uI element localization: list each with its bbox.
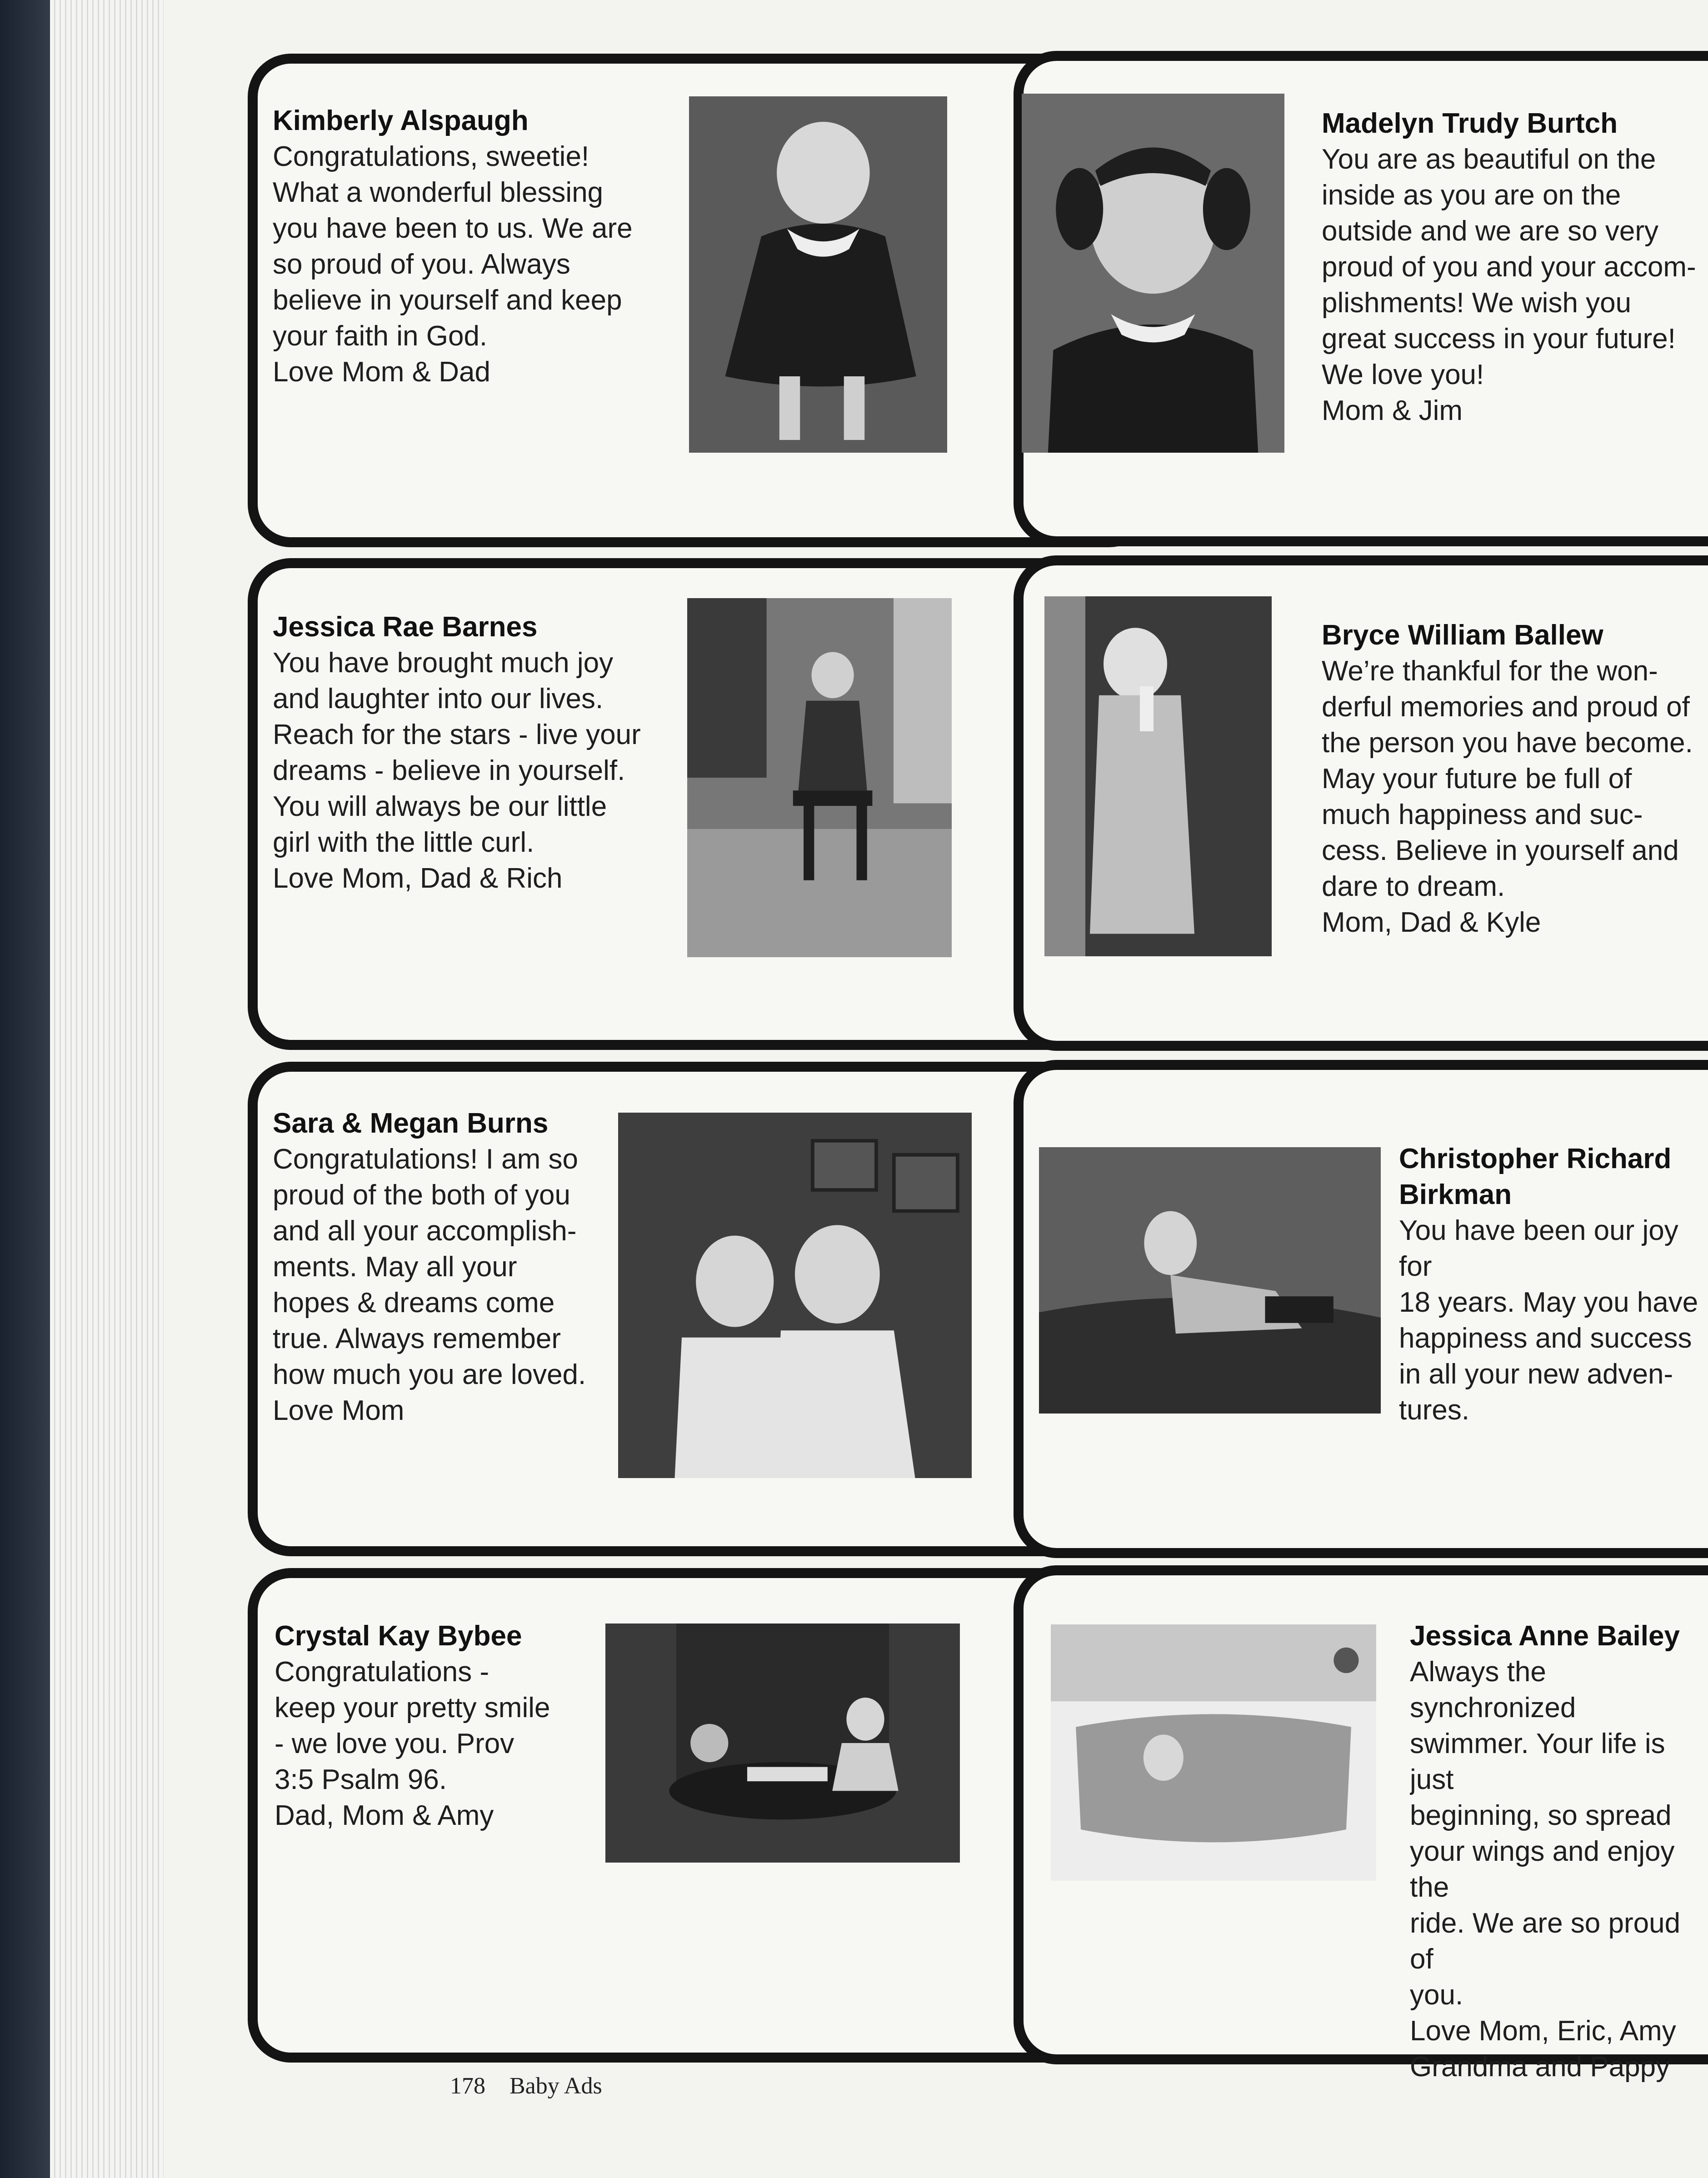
ad-message: Always the synchronized swimmer. Your life is just beginning, so spread your wings and enjoy the ride. We are so proud of you. Love Mom, Eric, Amy Grandma and Pappy — [1410, 1656, 1681, 2083]
ad-message: You are as beautiful on the inside as you are on the outside and we are so very proud of you and your accom- plishments! We wish you great success in your future! We love you! Mom & Jim — [1322, 144, 1696, 426]
twin-girls-photo — [618, 1113, 972, 1478]
ad-name: Kimberly Alspaugh — [273, 105, 529, 136]
ad-message: Congratulations! I am so proud of the both of you and all your accomplish- ments. May all your hopes & dreams come true. Always remember how much you are loved. Love Mom — [273, 1144, 586, 1426]
girl-pigtails-portrait-photo — [1022, 94, 1284, 453]
girl-at-table-with-doll-photo — [605, 1624, 960, 1863]
baby-in-bathtub-photo — [1051, 1624, 1376, 1881]
ad-text-block — [273, 103, 682, 390]
ad-name: Sara & Megan Burns — [273, 1108, 549, 1139]
ad-message: You have been our joy for 18 years. May you have happiness and success in all your new adven- tures. — [1399, 1215, 1698, 1426]
ad-text-block — [275, 1618, 593, 1833]
ad-text-block — [1322, 617, 1708, 940]
girl-saluting-on-chair-photo — [687, 598, 952, 957]
ad-message: Congratulations, sweetie! What a wonderful blessing you have been to us. We are so proud of you. Always believe in yourself and keep your faith in God. Love Mom & Dad — [273, 141, 633, 388]
ad-text-block — [273, 609, 691, 896]
toddler-with-bottle-photo — [1044, 596, 1272, 956]
ad-name: Jessica Anne Bailey — [1410, 1620, 1680, 1652]
ad-name: Bryce William Ballew — [1322, 619, 1603, 651]
ad-message: You have brought much joy and laughter into our lives. Reach for the stars - live your dreams - believe in yourself. You will always be our little girl with the little curl. Love Mom, Dad & Rich — [273, 647, 641, 894]
baby-girl-on-stool-photo — [689, 96, 947, 453]
ad-text-block — [1322, 105, 1708, 429]
ad-text-block — [1399, 1141, 1708, 1428]
ad-text-block — [273, 1105, 627, 1429]
ad-message: Congratulations - keep your pretty smile - we love you. Prov 3:5 Psalm 96. Dad, Mom & Amy — [275, 1656, 550, 1831]
yearbook-page — [164, 0, 1708, 2178]
baby-crawling-on-rug-photo — [1039, 1147, 1381, 1414]
ad-name: Madelyn Trudy Burtch — [1322, 108, 1618, 139]
page-edges — [50, 0, 168, 2178]
page-footer — [450, 2073, 620, 2099]
section-title: Baby Ads — [509, 2073, 602, 2099]
ad-name: Jessica Rae Barnes — [273, 611, 538, 643]
page-number: 178 — [450, 2073, 485, 2099]
ad-name: Crystal Kay Bybee — [275, 1620, 522, 1652]
ad-message: We’re thankful for the won- derful memories and proud of the person you have become. May your future be full of much happiness and suc- cess. Believe in yourself and dare to dream. Mom, Dad & Kyle — [1322, 655, 1693, 938]
ad-text-block — [1410, 1618, 1708, 2085]
ad-name: Christopher Richard Birkman — [1399, 1143, 1672, 1210]
